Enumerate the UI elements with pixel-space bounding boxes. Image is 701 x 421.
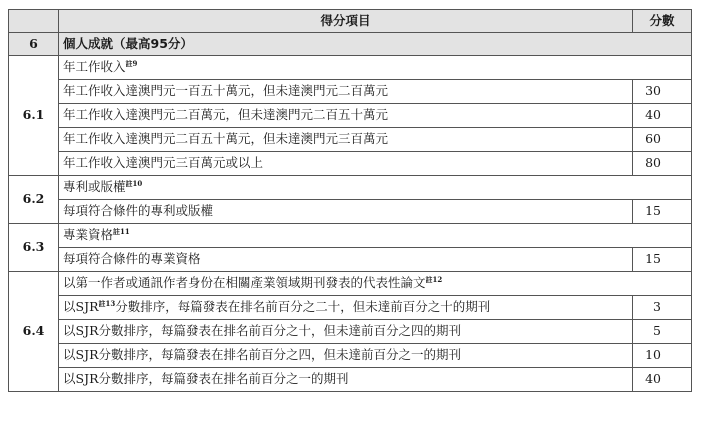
table-row — [9, 56, 692, 80]
header-empty-cell — [9, 10, 59, 33]
table-row — [9, 272, 692, 296]
item-points: 40 — [633, 104, 692, 128]
item-criterion: 每項符合條件的專業資格 — [59, 248, 633, 272]
table-row — [9, 152, 692, 176]
item-criterion: 年工作收入達澳門元二百萬元，但未達澳門元二百五十萬元 — [59, 104, 633, 128]
item-heading: 年工作收入$^{註9}$ — [59, 56, 692, 80]
header-item: 得分項目 — [59, 10, 633, 33]
section-title: 個人成就（最高95分） — [59, 33, 692, 56]
item-heading: 專業資格$^{註11}$ — [59, 224, 692, 248]
footnote-ref: 註9 — [125, 59, 138, 69]
score-table — [8, 9, 692, 392]
item-number: 6.2 — [9, 176, 59, 224]
item-points: 30 — [633, 80, 692, 104]
item-points: 15 — [633, 200, 692, 224]
item-criterion: 年工作收入達澳門元一百五十萬元，但未達澳門元二百萬元 — [59, 80, 633, 104]
table-row — [9, 368, 692, 392]
item-points: 15 — [633, 248, 692, 272]
item-criterion: 每項符合條件的專利或版權 — [59, 200, 633, 224]
item-criterion: 年工作收入達澳門元二百五十萬元，但未達澳門元三百萬元 — [59, 128, 633, 152]
footnote-ref: 註12 — [425, 275, 443, 285]
footnote-ref: 註13 — [98, 299, 116, 309]
item-criterion: 以SJR分數排序，每篇發表在排名前百分之十，但未達前百分之四的期刊 — [59, 320, 633, 344]
section-row — [9, 33, 692, 56]
table-row — [9, 248, 692, 272]
item-number: 6.1 — [9, 56, 59, 176]
item-points: 3 — [633, 296, 692, 320]
table-row — [9, 80, 692, 104]
item-points: 40 — [633, 368, 692, 392]
item-number: 6.3 — [9, 224, 59, 272]
table-row — [9, 320, 692, 344]
table-row — [9, 200, 692, 224]
item-criterion: 年工作收入達澳門元三百萬元或以上 — [59, 152, 633, 176]
item-criterion: 以SJR$^{註13}$分數排序，每篇發表在排名前百分之二十，但未達前百分之十的期刊 — [59, 296, 633, 320]
table-row — [9, 176, 692, 200]
item-number: 6.4 — [9, 272, 59, 392]
item-criterion: 以SJR分數排序，每篇發表在排名前百分之四，但未達前百分之一的期刊 — [59, 344, 633, 368]
item-points: 80 — [633, 152, 692, 176]
item-criterion: 以SJR分數排序，每篇發表在排名前百分之一的期刊 — [59, 368, 633, 392]
table-row — [9, 128, 692, 152]
item-points: 10 — [633, 344, 692, 368]
item-points: 5 — [633, 320, 692, 344]
table-row — [9, 224, 692, 248]
table-row — [9, 344, 692, 368]
footnote-ref: 註11 — [113, 227, 130, 237]
table-header-row — [9, 10, 692, 33]
section-number: 6 — [9, 33, 59, 56]
table-row — [9, 296, 692, 320]
footnote-ref: 註10 — [125, 179, 143, 189]
item-heading: 專利或版權$^{註10}$ — [59, 176, 692, 200]
table-row — [9, 104, 692, 128]
header-points: 分數 — [633, 10, 692, 33]
item-points: 60 — [633, 128, 692, 152]
item-heading: 以第一作者或通訊作者身份在相關產業領域期刊發表的代表性論文$^{註12}$ — [59, 272, 692, 296]
